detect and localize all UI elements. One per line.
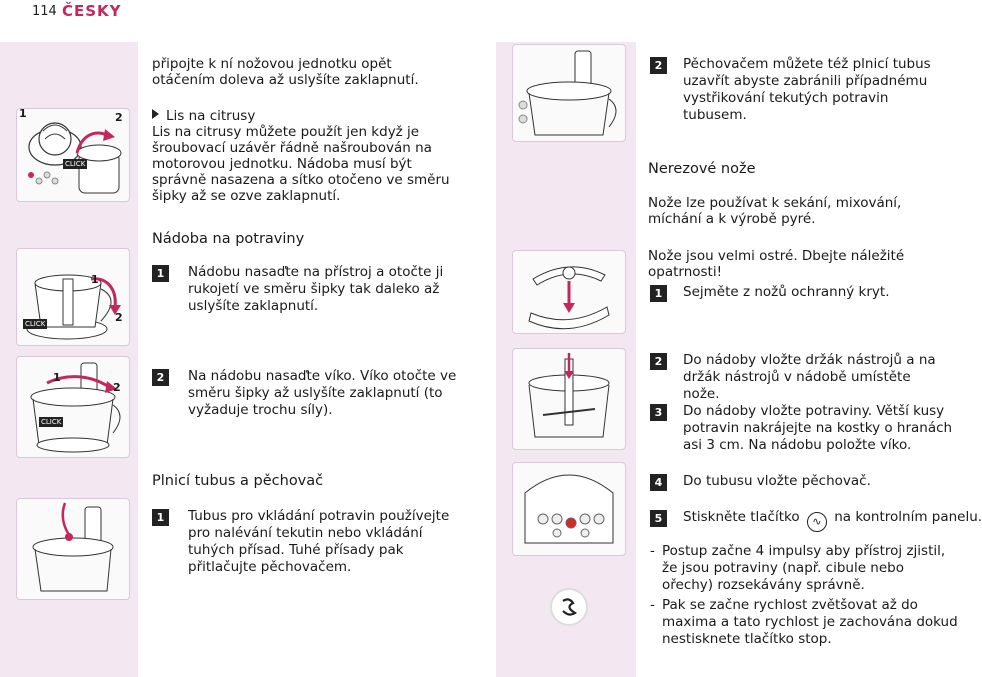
citrus-heading: Lis na citrusy — [166, 108, 256, 124]
step-number: 3 — [650, 404, 667, 421]
pulse-button-icon — [550, 588, 588, 626]
blade-guard-illustration — [512, 250, 626, 334]
step-number: 1 — [650, 285, 667, 302]
blades-note-2: Pak se začne rychlost zvětšovat až do maxima a tato rychlost je zachována dokud nestisknete tlačítko stop. — [662, 597, 958, 647]
fig-number-2: 2 — [113, 381, 121, 394]
fig-number-1: 1 — [53, 371, 61, 384]
blades-step3-text: Do nádoby vložte potraviny. Větší kusy potravin nakrájejte na kostky o hranách asi 3 cm. Na nádobu položte víko. — [683, 403, 953, 453]
language-title: ČESKY — [62, 2, 122, 20]
blades-warning: Nože jsou velmi ostré. Dbejte náležité opatrnosti! — [648, 248, 905, 280]
blades-heading: Nerezové nože — [648, 161, 756, 177]
click-label: CLICK — [25, 320, 46, 328]
step-number: 2 — [650, 353, 667, 370]
step-number: 5 — [650, 510, 667, 527]
dash-marker: - — [650, 597, 655, 613]
blades-step4-text: Do tubusu vložte pěchovač. — [683, 473, 871, 489]
blades-step1-text: Sejměte z nožů ochranný kryt. — [683, 284, 890, 300]
page-number: 114 — [32, 4, 57, 19]
bowl-heading: Nádoba na potraviny — [152, 231, 305, 247]
tube-heading: Plnicí tubus a pěchovač — [152, 473, 324, 489]
pulse-icon: ∿ — [807, 512, 827, 532]
fig-number-1: 1 — [91, 273, 99, 286]
bullet-icon — [152, 109, 159, 119]
click-label: CLICK — [41, 418, 62, 426]
feeding-tube-illustration — [16, 498, 130, 600]
dash-marker: - — [650, 543, 655, 559]
step5-pre: Stiskněte tlačítko — [683, 509, 800, 525]
step-number: 1 — [152, 509, 169, 526]
blades-intro: Nože lze používat k sekání, mixování, míchání a k výrobě pyré. — [648, 195, 902, 227]
click-label: CLICK — [65, 160, 86, 168]
citrus-press-illustration — [16, 108, 130, 202]
blades-in-bowl-illustration — [512, 348, 626, 450]
blades-step2-text: Do nádoby vložte držák nástrojů a na držák nástrojů v nádobě umístěte nože. — [683, 352, 936, 402]
bowl-step2-text: Na nádobu nasaďte víko. Víko otočte ve směru šipky až uslyšíte zaklapnutí (to vyžaduje trochu síly). — [188, 368, 457, 418]
bowl-step1-text: Nádobu nasaďte na přístroj a otočte ji rukojetí ve směru šipky tak daleko až uslyšíte zaklapnutí. — [188, 264, 444, 314]
intro-text: připojte k ní nožovou jednotku opět otáčením doleva až uslyšíte zaklapnutí. — [152, 56, 419, 88]
blades-step5-text — [683, 509, 982, 532]
citrus-heading-row — [152, 108, 452, 124]
lid-illustration — [16, 356, 130, 458]
step5-post: na kontrolním panelu. — [834, 509, 982, 525]
step-number: 2 — [650, 57, 667, 74]
bowl-illustration — [16, 248, 130, 346]
step-number: 4 — [650, 474, 667, 491]
step-number: 2 — [152, 369, 169, 386]
tube-step2-text: Pěchovačem můžete též plnicí tubus uzavřít abyste zabránili případnému vystřikování tekutých potravin tubusem. — [683, 56, 931, 123]
citrus-text: Lis na citrusy můžete použít jen když je šroubovací uzávěr řádně našroubován na motorovou jednotku. Nádoba musí být správně nasazena a sítko otočeno ve směru šipky až se ozve zaklapnutí. — [152, 124, 450, 204]
fig-number-2: 2 — [115, 111, 123, 124]
blades-note-1: Postup začne 4 impulsy aby přístroj zjistil, že jsou potraviny (např. cibule nebo ořechy) rozsekávány správně. — [662, 543, 946, 593]
step-number: 1 — [152, 265, 169, 282]
pusher-illustration — [512, 44, 626, 142]
fig-number-2: 2 — [115, 311, 123, 324]
fig-number-1: 1 — [19, 107, 27, 120]
control-panel-illustration — [512, 462, 626, 556]
tube-step1-text: Tubus pro vkládání potravin používejte pro nalévání tekutin nebo vkládání tuhých přísad. Tuhé přísady pak přitlačujte pěchovačem. — [188, 508, 450, 575]
